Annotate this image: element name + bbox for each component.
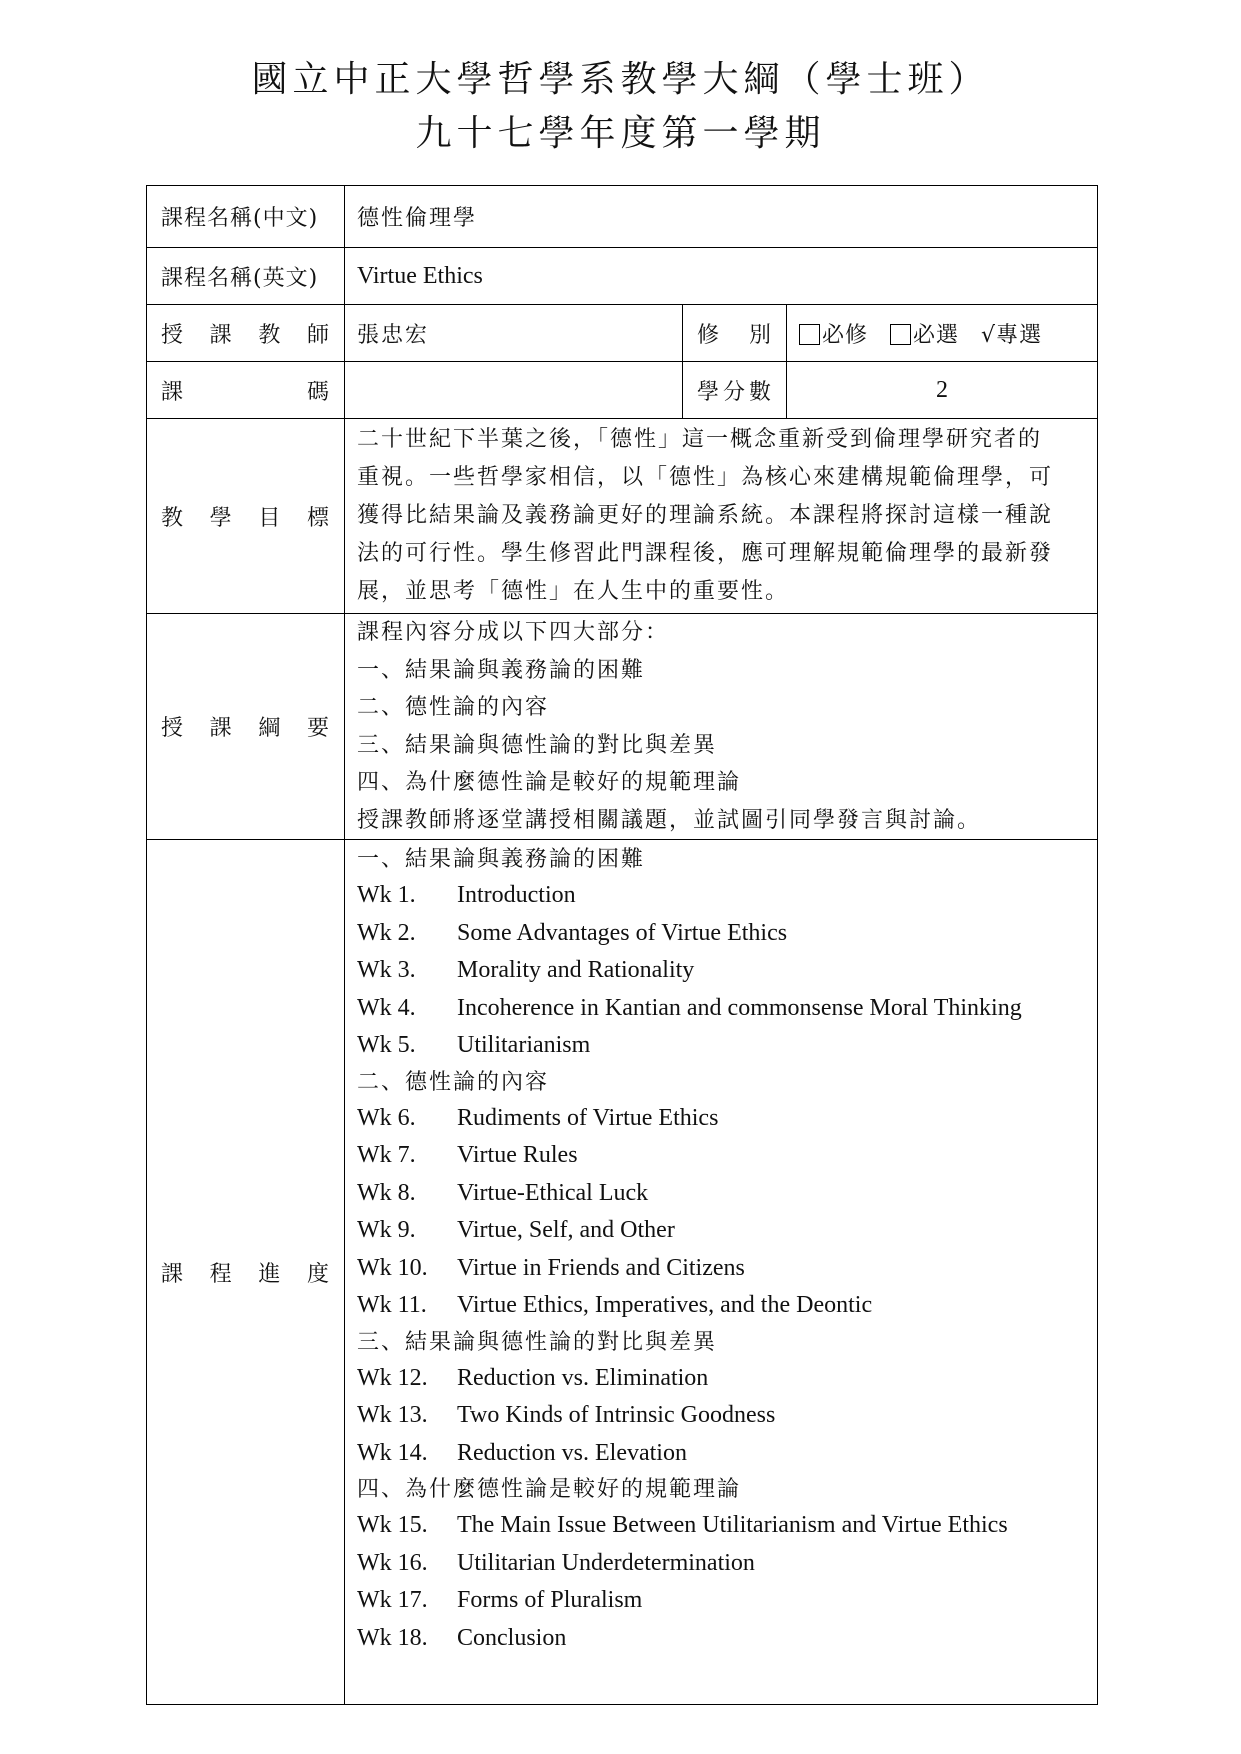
outline-text (345, 614, 1098, 840)
schedule-week-row (357, 990, 1085, 1028)
course-type-option (890, 323, 959, 348)
outline-line: 二、德性論的內容 (357, 695, 550, 720)
week-topic: Forms of Pluralism (457, 1587, 643, 1613)
row-schedule (147, 840, 1098, 1705)
schedule-section-heading: 三、結果論與德性論的對比與差異 (357, 1329, 718, 1355)
week-number: Wk 18. (357, 1624, 428, 1651)
week-topic: Virtue Ethics, Imperatives, and the Deontic (457, 1292, 873, 1318)
row-course-name-zh (147, 186, 1098, 248)
page-title: 國立中正大學哲學系教學大綱（學士班） (251, 59, 990, 100)
schedule-week-row (357, 1175, 1085, 1213)
schedule-week-row (357, 1137, 1085, 1175)
instructor-name: 張忠宏 (345, 305, 683, 362)
course-type-label: 必選 (913, 322, 960, 348)
objectives-line: 法的可行性。學生修習此門課程後，應可理解規範倫理學的最新發 (357, 541, 1054, 566)
label-course-name-zh: 課程名稱(中文) (147, 186, 345, 248)
week-topic: Introduction (457, 882, 576, 908)
schedule-section-heading: 四、為什麼德性論是較好的規範理論 (357, 1477, 742, 1502)
week-topic: Virtue Rules (457, 1142, 578, 1168)
checkbox-empty-icon (890, 324, 911, 345)
week-topic: The Main Issue Between Utilitarianism and Virtue Ethics (457, 1512, 1008, 1538)
course-type-option (981, 323, 1042, 348)
objectives-line: 重視。一些哲學家相信，以「德性」為核心來建構規範倫理學，可 (357, 465, 1054, 490)
outline-line: 三、結果論與德性論的對比與差異 (357, 732, 718, 758)
week-topic: Rudiments of Virtue Ethics (457, 1104, 719, 1131)
week-number: Wk 14. (357, 1439, 428, 1466)
schedule-week-row (357, 952, 1085, 990)
week-number: Wk 11. (357, 1292, 427, 1318)
week-topic: Two Kinds of Intrinsic Goodness (457, 1402, 776, 1428)
week-topic: Reduction vs. Elevation (457, 1439, 687, 1466)
week-number: Wk 6. (357, 1104, 416, 1131)
schedule-list (345, 840, 1098, 1705)
label-objectives: 教學目標 (147, 419, 345, 614)
week-topic: Reduction vs. Elimination (457, 1364, 709, 1391)
week-number: Wk 13. (357, 1402, 428, 1428)
course-name-zh: 德性倫理學 (345, 186, 1098, 248)
course-code (345, 362, 683, 419)
schedule-week-row (357, 1212, 1085, 1250)
course-type-label: 必修 (822, 322, 869, 348)
week-topic: Incoherence in Kantian and commonsense Moral Thinking (457, 994, 1022, 1021)
schedule-section-heading: 一、結果論與義務論的困難 (357, 847, 646, 872)
label-credits: 學分數 (683, 362, 787, 419)
schedule-week-row (357, 1100, 1085, 1138)
week-number: Wk 16. (357, 1549, 428, 1576)
week-topic: Conclusion (457, 1624, 567, 1651)
schedule-week-row (357, 1397, 1085, 1435)
row-objectives (147, 419, 1098, 614)
schedule-week-row (357, 1287, 1085, 1325)
page-subtitle: 九十七學年度第一學期 (415, 113, 826, 154)
label-schedule: 課程進度 (147, 840, 345, 1705)
week-topic: Utilitarianism (457, 1032, 591, 1058)
schedule-week-row (357, 1360, 1085, 1398)
week-topic: Virtue, Self, and Other (457, 1217, 675, 1243)
schedule-week-row (357, 915, 1085, 953)
week-topic: Morality and Rationality (457, 957, 695, 983)
week-number: Wk 5. (357, 1032, 416, 1058)
week-topic: Virtue in Friends and Citizens (457, 1254, 745, 1281)
week-topic: Utilitarian Underdetermination (457, 1549, 755, 1576)
schedule-week-row (357, 1435, 1085, 1473)
objectives-text (345, 419, 1098, 614)
schedule-week-row (357, 1507, 1085, 1545)
syllabus-table (146, 185, 1098, 1705)
objectives-line: 獲得比結果論及義務論更好的理論系統。本課程將探討這樣一種說 (357, 503, 1054, 528)
week-number: Wk 9. (357, 1217, 416, 1243)
objectives-line: 二十世紀下半葉之後，「德性」這一概念重新受到倫理學研究者的 (357, 427, 1043, 452)
row-course-code (147, 362, 1098, 419)
week-number: Wk 3. (357, 957, 416, 983)
week-number: Wk 8. (357, 1179, 416, 1206)
label-course-name-en: 課程名稱(英文) (147, 248, 345, 305)
course-type-option (799, 323, 868, 348)
course-name-en: Virtue Ethics (345, 248, 1098, 305)
week-number: Wk 2. (357, 919, 416, 946)
row-course-name-en (147, 248, 1098, 305)
checkmark-icon: √ (981, 322, 997, 348)
schedule-section-heading: 二、德性論的內容 (357, 1069, 550, 1095)
schedule-week-row (357, 1027, 1085, 1065)
schedule-week-row (357, 1620, 1085, 1658)
credits-value: 2 (787, 362, 1098, 419)
schedule-week-row (357, 877, 1085, 915)
week-topic: Some Advantages of Virtue Ethics (457, 919, 788, 946)
week-number: Wk 15. (357, 1512, 428, 1538)
outline-line: 四、為什麼德性論是較好的規範理論 (357, 770, 742, 795)
label-outline: 授課綱要 (147, 614, 345, 840)
label-course-type: 修別 (683, 305, 787, 362)
row-instructor (147, 305, 1098, 362)
row-outline (147, 614, 1098, 840)
schedule-week-row (357, 1582, 1085, 1620)
week-number: Wk 4. (357, 994, 416, 1021)
objectives-line: 展，並思考「德性」在人生中的重要性。 (357, 579, 790, 604)
week-topic: Virtue-Ethical Luck (457, 1179, 649, 1206)
outline-line: 一、結果論與義務論的困難 (357, 657, 646, 683)
course-type-options (787, 305, 1098, 362)
week-number: Wk 10. (357, 1254, 428, 1281)
schedule-week-row (357, 1545, 1085, 1583)
outline-line: 授課教師將逐堂講授相關議題，並試圖引同學發言與討論。 (357, 807, 982, 833)
schedule-week-row (357, 1250, 1085, 1288)
week-number: Wk 12. (357, 1364, 428, 1391)
outline-line: 課程內容分成以下四大部分： (357, 620, 670, 645)
course-type-label: 專選 (996, 322, 1043, 348)
week-number: Wk 1. (357, 882, 416, 908)
week-number: Wk 17. (357, 1587, 428, 1613)
label-course-code: 課碼 (147, 362, 345, 419)
label-instructor: 授課教師 (147, 305, 345, 362)
checkbox-empty-icon (799, 324, 820, 345)
week-number: Wk 7. (357, 1142, 416, 1168)
